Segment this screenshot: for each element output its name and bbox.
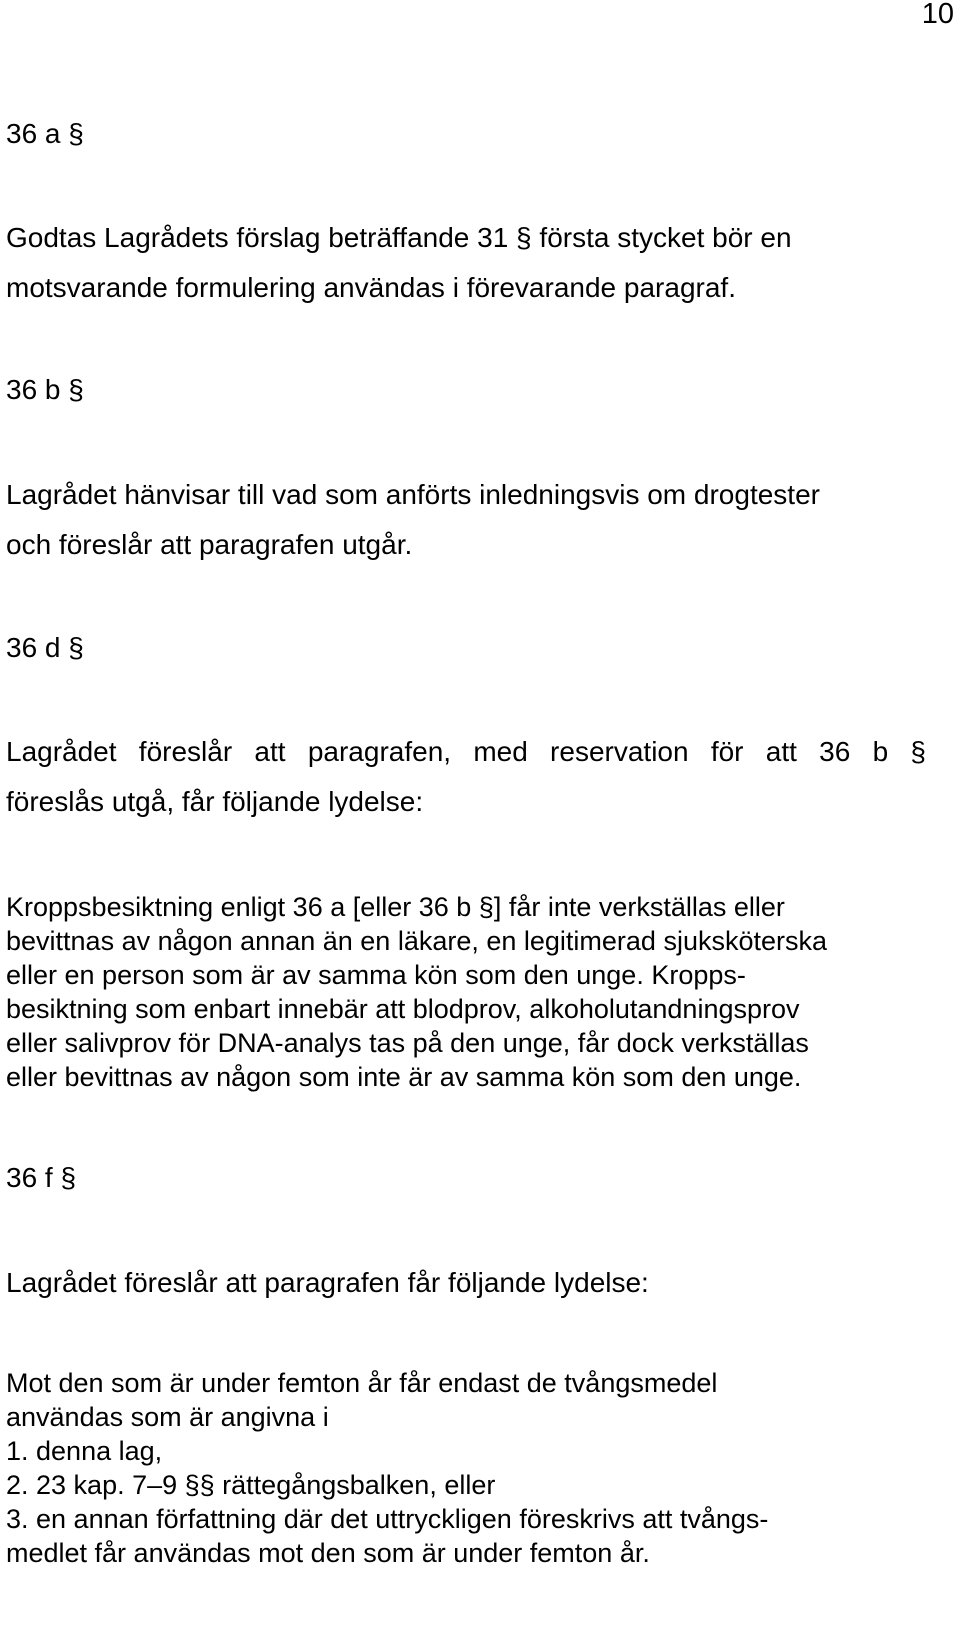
section-paragraph-36d bbox=[6, 727, 926, 827]
page-number: 10 bbox=[921, 0, 954, 30]
text-line: Lagrådet hänvisar till vad som anförts inledningsvis om drogtester bbox=[6, 479, 820, 510]
quoted-provision-36f bbox=[6, 1366, 906, 1570]
section-heading-36a: 36 a § bbox=[6, 118, 84, 149]
quote-line: 2. 23 kap. 7–9 §§ rättegångsbalken, eller bbox=[6, 1470, 496, 1500]
quote-line: eller salivprov för DNA-analys tas på den unge, får dock verkställas bbox=[6, 1028, 809, 1058]
text-line: Lagrådet föreslår att paragrafen, med reservation för att 36 b § bbox=[6, 736, 926, 767]
section-heading-36b: 36 b § bbox=[6, 374, 84, 405]
section-paragraph-36a bbox=[6, 213, 926, 313]
quote-line: Mot den som är under femton år får endast de tvångsmedel bbox=[6, 1368, 718, 1398]
quote-line: 1. denna lag, bbox=[6, 1436, 163, 1466]
quote-line: Kroppsbesiktning enligt 36 a [eller 36 b §] får inte verkställas eller bbox=[6, 892, 785, 922]
text-line: Godtas Lagrådets förslag beträffande 31 § första stycket bör en bbox=[6, 222, 792, 253]
quote-line: 3. en annan författning där det uttryckligen föreskrivs att tvångs- bbox=[6, 1504, 769, 1534]
section-paragraph-36f bbox=[6, 1258, 926, 1308]
quoted-provision-36d bbox=[6, 890, 906, 1094]
text-line: motsvarande formulering användas i förevarande paragraf. bbox=[6, 272, 736, 303]
quote-line: bevittnas av någon annan än en läkare, en legitimerad sjuksköterska bbox=[6, 926, 828, 956]
quote-line: medlet får användas mot den som är under femton år. bbox=[6, 1538, 650, 1568]
text-line: föreslås utgå, får följande lydelse: bbox=[6, 786, 424, 817]
quote-line: besiktning som enbart innebär att blodprov, alkoholutandningsprov bbox=[6, 994, 800, 1024]
section-paragraph-36b bbox=[6, 470, 926, 570]
quote-line: användas som är angivna i bbox=[6, 1402, 329, 1432]
quote-line: eller bevittnas av någon som inte är av samma kön som den unge. bbox=[6, 1062, 802, 1092]
section-heading-36d: 36 d § bbox=[6, 632, 84, 663]
quote-line: eller en person som är av samma kön som den unge. Kropps- bbox=[6, 960, 746, 990]
text-line: Lagrådet föreslår att paragrafen får följande lydelse: bbox=[6, 1267, 649, 1298]
text-line: och föreslår att paragrafen utgår. bbox=[6, 529, 413, 560]
section-heading-36f: 36 f § bbox=[6, 1162, 77, 1193]
